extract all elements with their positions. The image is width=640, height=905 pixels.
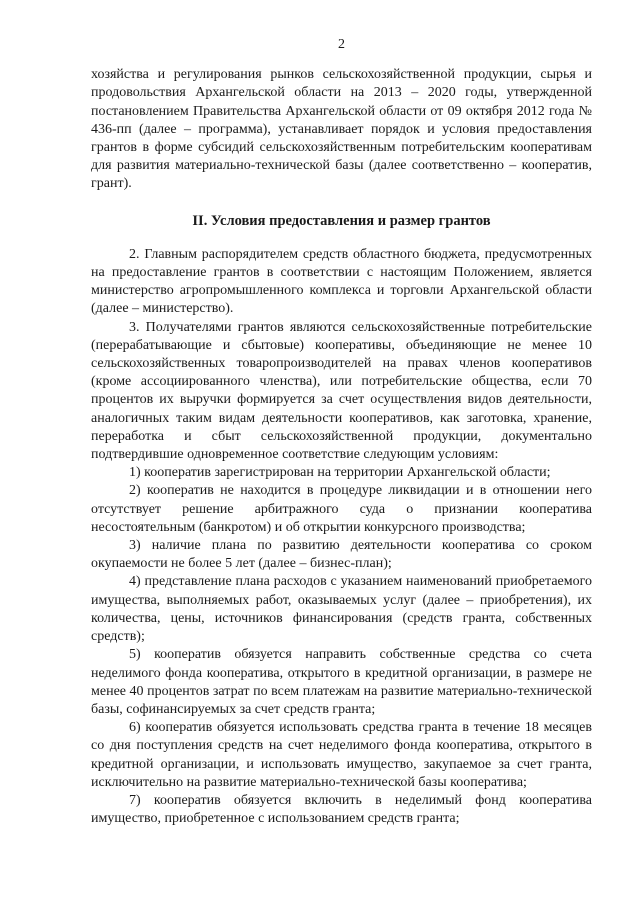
paragraph-3: 3. Получателями грантов являются сельскохозяйственные потребительские (перерабатывающие и сбытовые) кооперативы, объединяющие не менее 10 сельскохозяйственных товаропроизводителей на правах членов кооперативов (кроме ассоциированного членства), или потребительские общества, если 70 процентов их выручки формируется за счет осуществления видов деятельности, аналогичных таким видам деятельности кооперативов, как заготовка, хранение, переработка и сбыт сельскохозяйственной продукции, документально подтвердившие одновременное соответствие следующим условиям: — [91, 319, 592, 463]
condition-5: 5) кооператив обязуется направить собственные средства со счета неделимого фонда кооператива, открытого в кредитной организации, в размере не менее 40 процентов затрат по всем платежам на развитие материально-технической базы, софинансируемых за счет средств гранта; — [91, 647, 592, 717]
condition-4: 4) представление плана расходов с указанием наименований приобретаемого имущества, выполняемых работ, оказываемых услуг (далее – приобретения), их количества, цены, источников финансирования (средств гранта, собственных средств); — [91, 574, 592, 645]
condition-3: 3) наличие плана по развитию деятельности кооператива со сроком окупаемости не более 5 лет (далее – бизнес-план); — [91, 538, 592, 572]
paragraph-2: 2. Главным распорядителем средств областного бюджета, предусмотренных на предоставление грантов в соответствии с настоящим Положением, является министерство агропромышленного комплекса и торговли Архангельской области (далее – министерство). — [91, 246, 592, 317]
condition-6: 6) кооператив обязуется использовать средства гранта в течение 18 месяцев со дня поступления средств на счет неделимого фонда кооператива, открытого в кредитной организации, и использовать имущество, закупаемое за счет гранта, исключительно на развитие материально-технической базы кооператива; — [91, 720, 592, 790]
condition-2: 2) кооператив не находится в процедуре ликвидации и в отношении него отсутствует решение арбитражного суда о признании кооператива несостоятельным (банкротом) и об открытии конкурсного производства; — [91, 483, 592, 535]
section-heading: II. Условия предоставления и размер грантов — [192, 212, 491, 229]
intro-paragraph: хозяйства и регулирования рынков сельскохозяйственной продукции, сырья и продовольствия Архангельской области на 2013 – 2020 годы, утвержденной постановлением Правительства Архангельской области от 09 октября 2012 года № 436-пп (далее – программа), устанавливает порядок и условия предоставления грантов в форме субсидий сельскохозяйственным потребительским кооперативам для развития материально-технической базы (далее соответственно – кооператив, грант). — [91, 67, 592, 192]
page-number: 2 — [338, 37, 345, 52]
condition-1: 1) кооператив зарегистрирован на территории Архангельской области; — [129, 465, 551, 481]
condition-7: 7) кооператив обязуется включить в неделимый фонд кооператива имущество, приобретенное с использованием средств гранта; — [91, 792, 592, 827]
